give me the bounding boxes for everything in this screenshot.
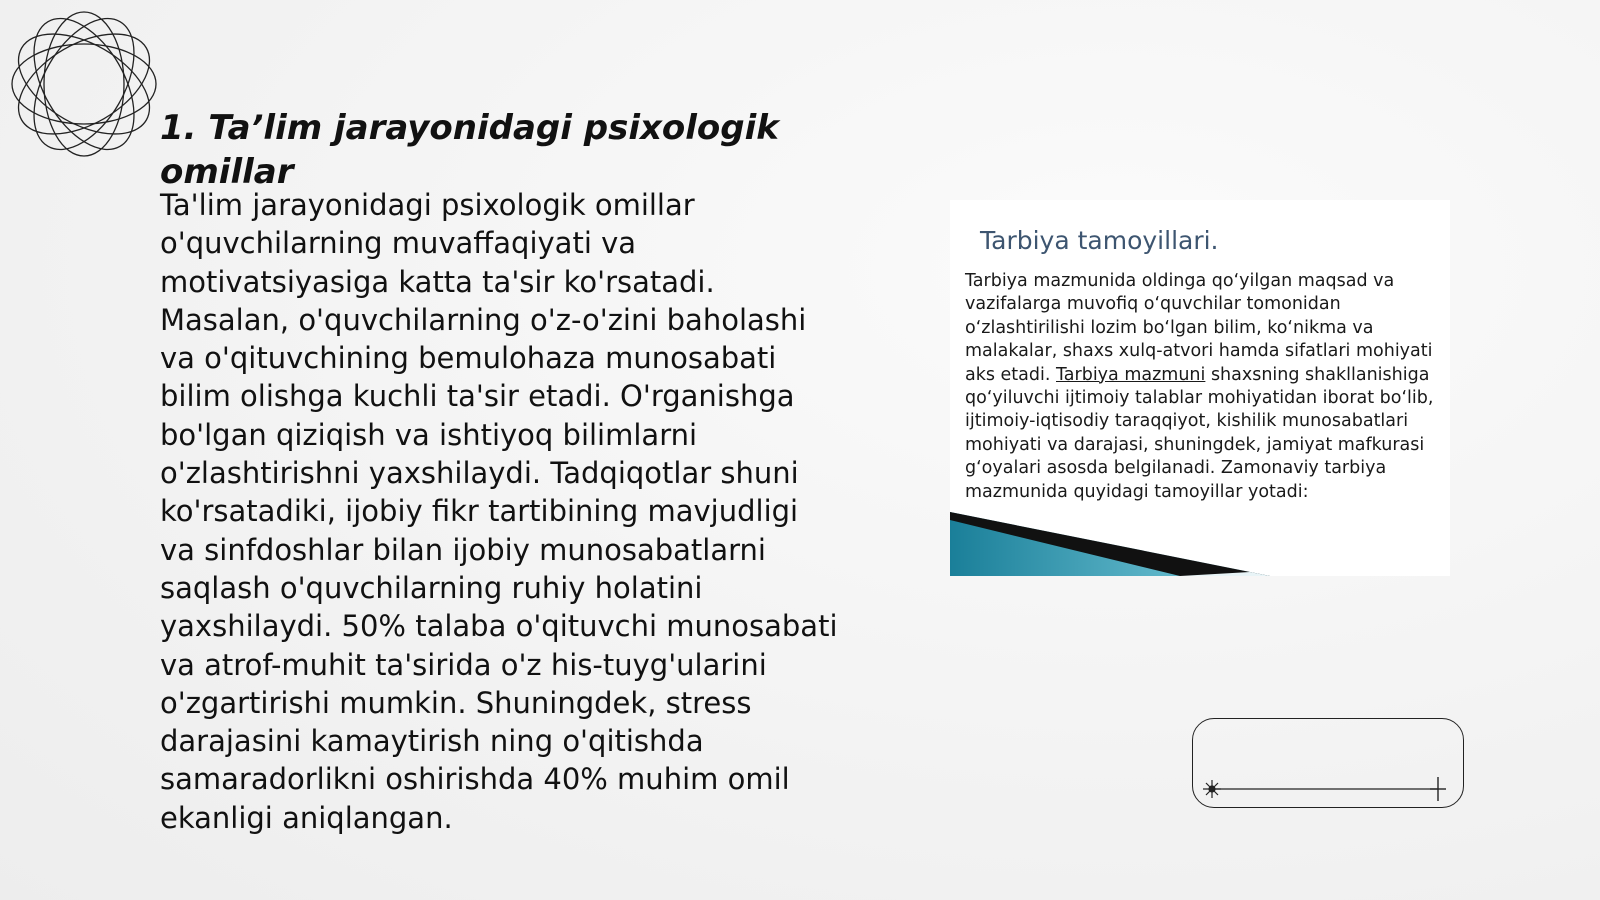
sparkle-icon xyxy=(1203,780,1221,798)
image-text-link: Tarbiya mazmuni xyxy=(1056,364,1206,385)
image-text-after: shaxsning shakllanishiga qo‘yiluvchi ijtimoiy talablar mohiyatidan iborat bo‘lib, ijtimoiy-iqtisodiy taraqqiyot, kishilik munosabatlari mohiyati va darajasi, shuningdek, jamiyat mafkurasi g‘oyalari asosda belgilanadi. Zamonaviy tarbiya mazmunida quyidagi tamoyillar yotadi: xyxy=(965,364,1434,502)
image-title: Tarbiya tamoyillari. xyxy=(980,226,1219,255)
decorative-wedge xyxy=(950,512,1450,576)
decorative-line xyxy=(1200,775,1456,803)
image-text-before: Tarbiya mazmunida oldinga qo‘yilgan maqsad va vazifalarga muvofiq o‘quvchilar tomonidan o‘zlashtirilishi lozim bo‘lgan bilim, ko‘nikma va malakalar, shaxs xulq-atvori hamda sifatlari mohiyati aks etadi. xyxy=(965,271,1433,385)
slide-body-text: Ta'lim jarayonidagi psixologik omillar o'quvchilarning muvaffaqiyati va motivatsiyasiga katta ta'sir ko'rsatadi. Masalan, o'quvchilarning o'z-o'zini baholashi va o'qituvchining bemulohaza munosabati bilim olishga kuchli ta'sir etadi. O'rganishga bo'lgan qiziqish va ishtiyoq bilimlarni o'zlashtirishni yaxshilaydi. Tadqiqotlar shuni ko'rsatadiki, ijobiy fikr tartibining mavjudligi va sinfdoshlar bilan ijobiy munosabatlarni saqlash o'quvchilarning ruhiy holatini yaxshilaydi. 50% talaba o'qituvchi munosabati va atrof-muhit ta'sirida o'z his-tuyg'ularini o'zgartirishi mumkin. Shuningdek, stress darajasini kamaytirish ning o'qitishda samaradorlikni oshirishda 40% muhim omil ekanligi aniqlangan. xyxy=(160,188,838,835)
embedded-slide-image xyxy=(950,200,1450,576)
image-paragraph xyxy=(965,270,1440,504)
overlapping-circles-icon xyxy=(8,8,160,160)
slide-title: 1. Ta’lim jarayonidagi psixologik omillar xyxy=(160,108,779,192)
cross-star-icon xyxy=(1430,777,1446,801)
